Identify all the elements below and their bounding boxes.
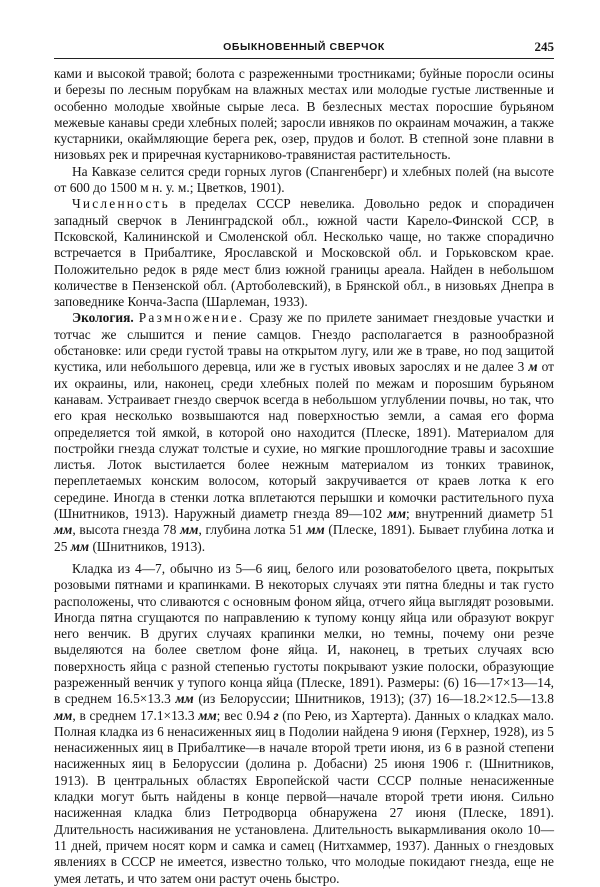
breeding-text-g: (Шнитников, 1913). bbox=[89, 538, 206, 554]
unit-m: м bbox=[528, 359, 538, 375]
clutch-text-b: (из Белоруссии; Шнитников, 1913); (37) 16—18.2×12.5—13.8 bbox=[193, 691, 554, 707]
ecology-heading: Экология. bbox=[72, 310, 134, 326]
clutch-text-d: ; вес 0.94 bbox=[216, 707, 274, 723]
page-number: 245 bbox=[534, 39, 554, 54]
clutch-text-e: (по Рею, из Хартерта). Данных о кладках мало. Полная кладка из 6 ненасиженных яиц в Подолии найдена 9 июня (Герхнер, 1928), из 5 ненасиженных яиц в Прибалтике—в начале второй трети июня, из 6 в разной степени насиженных яиц в Белоруссии (долина р. Добасни) 25 июня 1906 г. (Шнитников, 1913). В центральных областях Европейской части СССР полные ненасиженные кладки могут быть найдены в конце первой—начале второй трети июня. Сильно насиженная кладка близ Петродворца обнаружена 27 июня (Плеске, 1891). Длительность насиживания не установлена. Длительность выкармливания около 10—11 дней, причем носят корм и самка и самец (Нитхаммер, 1937). Данных о гнездовых явлениях в СССР не имеется, известно только, что молодые покидают гнезда, еще не умея летать, и что затем они растут очень быстро. bbox=[54, 707, 554, 886]
unit-mm: мм bbox=[198, 707, 217, 723]
unit-mm: мм bbox=[54, 707, 73, 723]
clutch-text-c: , в среднем 17.1×13.3 bbox=[72, 707, 199, 723]
running-title: ОБЫКНОВЕННЫЙ СВЕРЧОК bbox=[223, 41, 385, 53]
paragraph-abundance bbox=[54, 196, 554, 310]
paragraph-caucasus: На Кавказе селится среди горных лугов (Спангенберг) и хлебных полей (на высоте от 600 до 1500 м н. у. м.; Цветков, 1901). bbox=[54, 163, 554, 196]
unit-mm: мм bbox=[306, 522, 325, 538]
unit-mm: мм bbox=[70, 538, 90, 554]
paragraph-habitat-continued: ками и высокой травой; болота с разреженными тростниками; буйные поросли осины и березы по лесным порубкам на влажных местах или молодые густые лиственные и особенно молодые хвойные сырые леса. В безлесных местах поросшие бурьяном межевые канавы среди хлебных полей; заросли ивняков по окраинам мочажин, а также кустарники, окаймляющие берега рек, озер, прудов и болот. В степной зоне плавни в низовьях рек и приречная кустарниково-травянистая растительность. bbox=[54, 66, 554, 163]
abundance-lead: Численность bbox=[72, 196, 170, 212]
unit-g: г bbox=[273, 707, 279, 723]
breeding-text-f: (Плеске, 1891). Бывает глубина лотка и 25 bbox=[54, 522, 554, 554]
clutch-text-a: Кладка из 4—7, обычно из 5—6 яиц, белого или розоватобелого цвета, покрытых розовыми пятнами и крапинками. В некоторых случаях эти пятна бледны и так густо расположены, что сливаются с основным фоном яйца, отчего яйца выглядят розовыми. Иногда пятна сгущаются по направлению к тупому концу яйца или образуют вокруг него венчик. В других случаях крапинки мелки, но темны, почему они резче выделяются на более светлом фоне яйца. И, наконец, в третьих случаях всю поверхность яйца с разной степенью густоты покрывают узкие полоски, образующие разреженный венчик у тупого конца яйца (Плеске, 1891). Размеры: (6) 16—17×13—14, в среднем 16.5×13.3 bbox=[54, 560, 554, 707]
unit-mm: мм bbox=[180, 522, 199, 538]
running-header bbox=[54, 38, 554, 59]
breeding-text-b: от их окраины, или, наконец, среди хлебных полей по межам и порosшим бурьяном канавам. Устраивает гнездо сверчок всегда в небольшом углублении почвы, но так, что его края несколько возвышаются над поверхностью земли, а самая его форма определяется той ямкой, в которой оно находится (Плеске, 1891). Материалом для постройки гнезда служат толстые и сухие, но мягкие прошлогодние травы и засохшие листья. Лоток выстилается более нежным материалом из тонких травинок, переплетаемых конским волосом, который закручивается от краев лотка к его середине. Иногда в стенки лотка вплетаются перышки и комочки растительного пуха (Шнитников, 1913). Наружный диаметр гнезда 89—102 bbox=[54, 359, 555, 522]
breeding-lead: Размножение. bbox=[138, 310, 245, 326]
body-text bbox=[54, 66, 554, 887]
breeding-text-d: , высота гнезда 78 bbox=[72, 522, 181, 538]
unit-mm: мм bbox=[387, 506, 406, 522]
abundance-text: в пределах СССР невелика. Довольно редок и спорадичен западный сверчок в Ленинградской обл., южной части Карело-Финской ССР, в Псковской, Калининской и Смоленской обл. Несколько чаще, но также спорадично встречается в Прибалтике, Ярославской и Московской обл. и Горьковском крае. Положительно редок в ряде мест близ южной границы ареала. Найден в небольшом количестве в Пензенской обл. (Артоболевский), в Брянской обл., в низовьях Днепра в заповеднике Конча-Заспа (Шарлеман, 1933). bbox=[54, 196, 554, 310]
breeding-text-a: Сразу же по прилете занимает гнездовые участки и тотчас же слышится и пение самцов. Гнездо располагается в разнообразной обстановке: или среди густой травы на открытом лугу, или же в траве, но под защитой кустика, или небольшого деревца, или же в густых ивовых зарослях и не далее 3 bbox=[54, 310, 554, 375]
breeding-text-e: , глубина лотка 51 bbox=[198, 522, 307, 538]
unit-mm: мм bbox=[175, 691, 194, 707]
unit-mm: мм bbox=[54, 522, 73, 538]
paragraph-clutch bbox=[54, 561, 554, 887]
paragraph-ecology-breeding bbox=[54, 310, 554, 554]
breeding-text-c: ; внутренний диаметр 51 bbox=[406, 506, 554, 522]
